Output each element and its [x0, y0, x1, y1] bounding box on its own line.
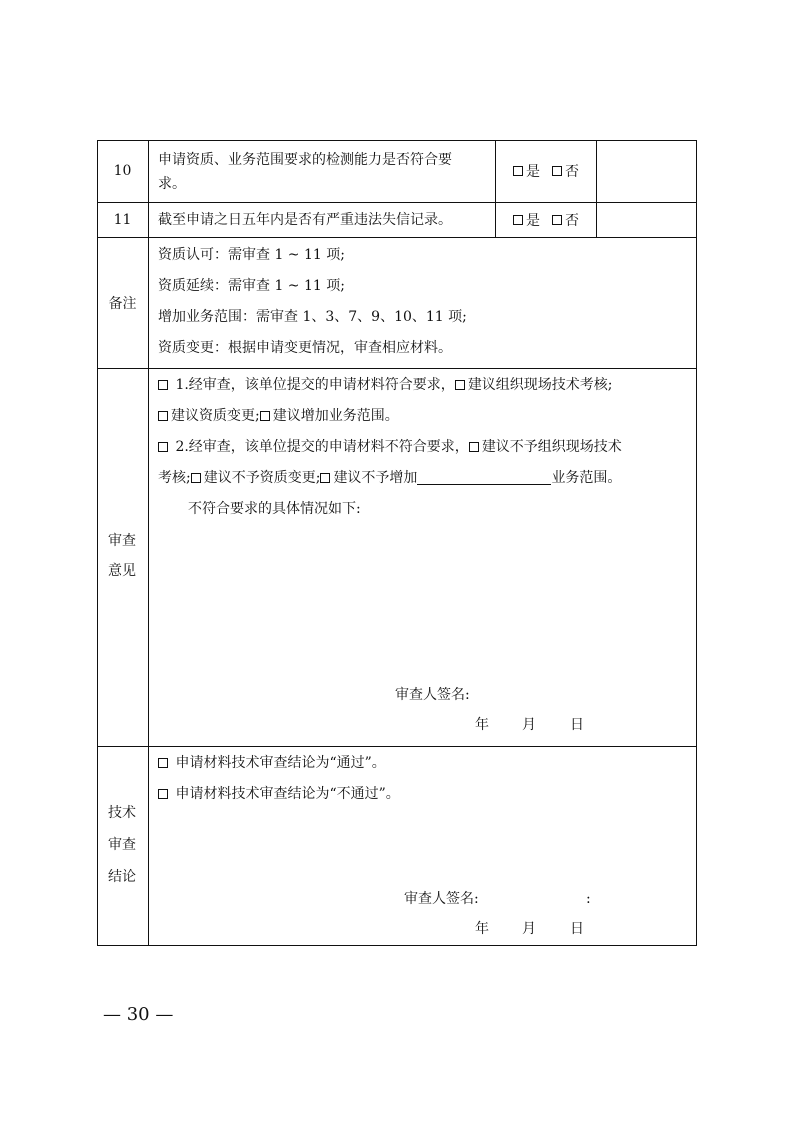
option-text: 考核;	[158, 470, 191, 486]
yes-no-choice	[496, 202, 596, 237]
reject-checkbox[interactable]	[158, 442, 168, 452]
option-text: 建议组织现场技术考核;	[467, 377, 613, 393]
option-text: 建议资质变更;	[171, 408, 260, 424]
date-year: 年	[475, 921, 489, 937]
recommend-change-checkbox[interactable]	[158, 411, 168, 421]
date-day: 日	[570, 717, 584, 733]
review-opinion-label: 意见	[108, 563, 136, 579]
review-opinion-label: 审查	[108, 533, 136, 549]
conclusion-fail-option	[158, 785, 400, 803]
date-year: 年	[475, 717, 489, 733]
no-onsite-checkbox[interactable]	[469, 442, 479, 452]
page-number: — 30 —	[103, 1004, 174, 1025]
date-month: 月	[522, 921, 536, 937]
no-label: 否	[565, 164, 579, 180]
option-text: 建议不予资质变更;	[203, 470, 321, 486]
row-divider	[97, 202, 697, 203]
date-month: 月	[522, 717, 536, 733]
approve-checkbox[interactable]	[158, 380, 168, 390]
yes-label: 是	[526, 164, 540, 180]
conclusion-signature-label: 审查人签名:	[404, 891, 479, 907]
table-border-bottom	[97, 945, 697, 946]
review-option-1-cont	[158, 407, 399, 425]
row-question: 求。	[158, 176, 186, 192]
row-number: 11	[113, 211, 132, 228]
conclusion-label: 结论	[108, 869, 136, 885]
conclusion-pass-option	[158, 754, 386, 772]
remark-line: 资质认可：需审查 1 ~ 11 项;	[158, 247, 345, 263]
remark-line: 资质变更：根据申请变更情况，审查相应材料。	[158, 340, 452, 356]
remark-line: 资质延续：需审查 1 ~ 11 项;	[158, 278, 345, 294]
column-divider	[596, 140, 597, 238]
review-option-2-cont	[158, 469, 621, 487]
fail-checkbox[interactable]	[158, 789, 168, 799]
column-divider	[148, 140, 149, 946]
no-label: 否	[565, 212, 579, 229]
conclusion-label: 技术	[108, 805, 136, 821]
row-divider	[97, 237, 697, 238]
recommend-onsite-checkbox[interactable]	[455, 380, 465, 390]
review-option-1	[158, 376, 613, 394]
no-checkbox[interactable]	[552, 166, 562, 176]
option-text: 2.经审查，该单位提交的申请材料不符合要求，	[175, 439, 469, 455]
details-prompt: 不符合要求的具体情况如下:	[188, 501, 361, 517]
option-text: 建议增加业务范围。	[272, 408, 399, 424]
option-text: 申请材料技术审查结论为“不通过”。	[175, 786, 400, 802]
row-number: 10	[113, 163, 132, 179]
no-checkbox[interactable]	[552, 215, 562, 225]
review-option-2	[158, 438, 622, 456]
signature-colon: :	[586, 891, 591, 907]
reviewer-signature-label: 审查人签名:	[395, 687, 470, 703]
no-add-scope-checkbox[interactable]	[320, 473, 330, 483]
option-text: 业务范围。	[551, 470, 622, 486]
date-day: 日	[570, 921, 584, 937]
table-border-right	[696, 140, 697, 946]
option-text: 申请材料技术审查结论为“通过”。	[175, 755, 386, 771]
conclusion-label: 审查	[108, 837, 136, 853]
row-divider	[97, 368, 697, 369]
yes-label: 是	[526, 212, 540, 229]
no-change-checkbox[interactable]	[191, 473, 201, 483]
yes-checkbox[interactable]	[513, 215, 523, 225]
option-text: 建议不予增加	[333, 470, 418, 486]
yes-checkbox[interactable]	[513, 166, 523, 176]
scope-blank-field[interactable]	[417, 470, 551, 485]
yes-no-choice	[496, 140, 596, 202]
option-text: 建议不予组织现场技术	[481, 439, 622, 455]
option-text: 1.经审查，该单位提交的申请材料符合要求，	[175, 377, 455, 393]
recommend-add-scope-checkbox[interactable]	[260, 411, 270, 421]
row-question: 申请资质、业务范围要求的检测能力是否符合要	[158, 152, 452, 168]
row-question: 截至申请之日五年内是否有严重违法失信记录。	[158, 212, 452, 228]
remarks-label: 备注	[108, 296, 137, 312]
review-table	[97, 140, 697, 946]
pass-checkbox[interactable]	[158, 758, 168, 768]
remark-line: 增加业务范围：需审查 1、3、7、9、10、11 项;	[158, 309, 467, 325]
table-border-top	[97, 140, 697, 141]
row-divider	[97, 746, 697, 747]
